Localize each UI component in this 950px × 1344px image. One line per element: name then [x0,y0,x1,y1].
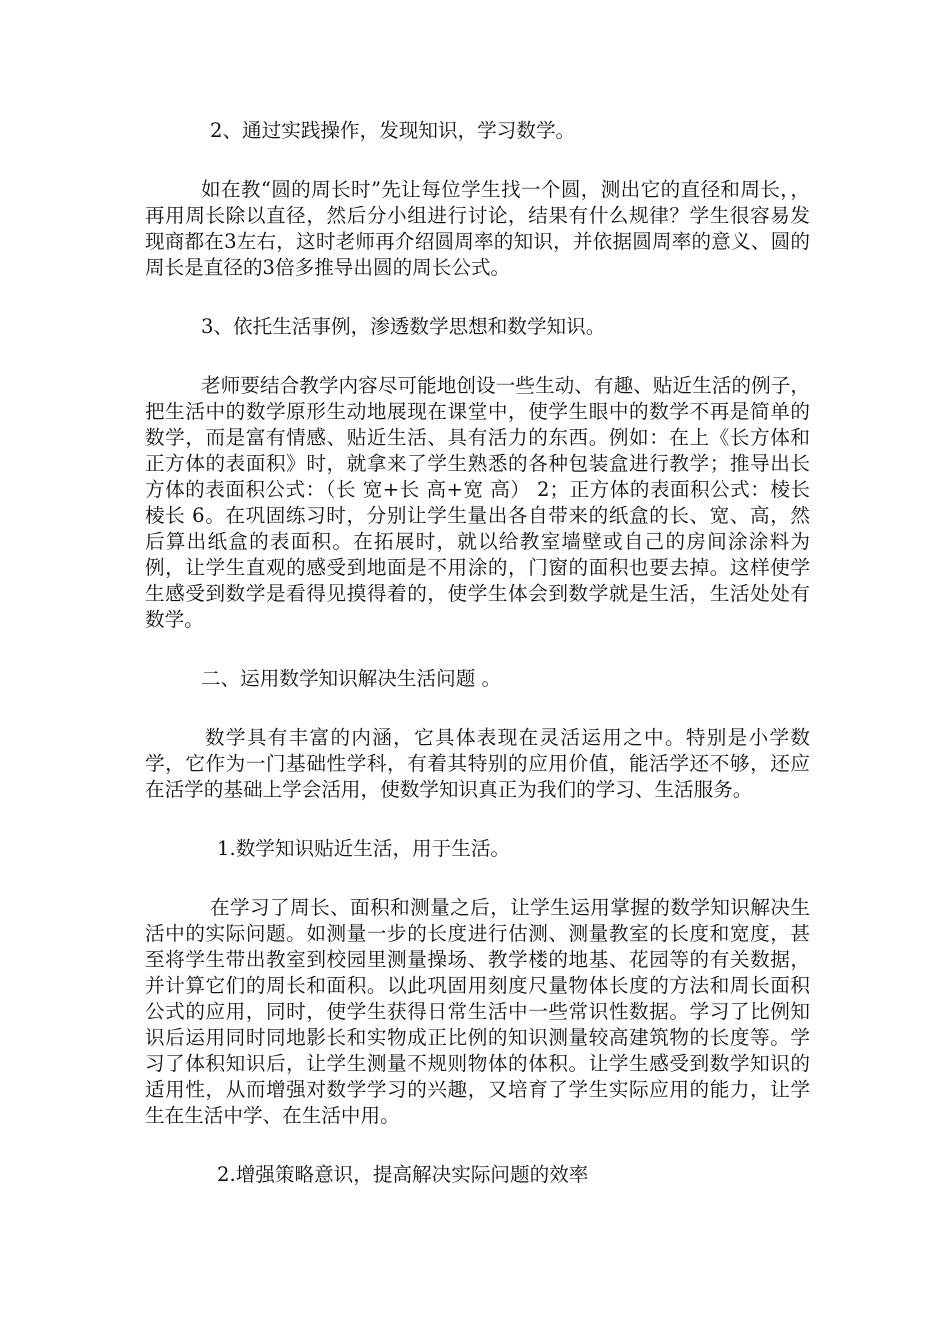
paragraph-surface-area: 老师要结合教学内容尽可能地创设一些生动、有趣、贴近生活的例子，把生活中的数学原形生动地展现在课堂中，使学生眼中的数学不再是简单的数学，而是富有情感、贴近生活、具有活力的东西。例如：在上《长方体和正方体的表面积》时，就拿来了学生熟悉的各种包装盒进行教学；推导出长方体的表面积公式：（长 宽+长 高+宽 高） 2；正方体的表面积公式：棱长 棱长 6。在巩固练习时，分别让学生量出各自带来的纸盒的长、宽、高，然后算出纸盒的表面积。在拓展时，就以给教室墙壁或自己的房间涂涂料为例，让学生直观的感受到地面是不用涂的，门窗的面积也要去掉。这样使学生感受到数学是看得见摸得着的，使学生体会到数学就是生活，生活处处有数学。 [145,374,810,631]
section-heading-solve-problems: 二、运用数学知识解决生活问题 。 [201,667,502,690]
paragraph-measurement: 在学习了周长、面积和测量之后，让学生运用掌握的数学知识解决生活中的实际问题。如测量一步的长度进行估测、测量教室的长度和宽度，甚至将学生带出教室到校园里测量操场、教学楼的地基、花园等的有关数据，并计算它们的周长和面积。以此巩固用刻度尺量物体长度的方法和周长面积公式的应用，同时，使学生获得日常生活中一些常识性数据。学习了比例知识后运用同时同地影长和实物成正比例的知识测量较高建筑物的长度等。学习了体积知识后，让学生测量不规则物体的体积。让学生感受到数学知识的适用性，从而增强对数学学习的兴趣，又培育了学生实际应用的能力，让学生在生活中学、在生活中用。 [145,896,810,1127]
document-page [145,118,810,1221]
section-heading-practice: 2、通过实践操作，发现知识，学习数学。 [210,119,576,142]
section-heading-life-examples: 3、依托生活事例，渗透数学思想和数学知识。 [201,315,606,338]
paragraph-math-application: 数学具有丰富的内涵，它具体表现在灵活运用之中。特别是小学数学，它作为一门基础性学科，有着其特别的应用价值，能活学还不够，还应在活学的基础上学会活用，使数学知识真正为我们的学习、生活服务。 [145,726,810,801]
paragraph-circle-circumference: 如在教“圆的周长时”先让每位学生找一个圆，测出它的直径和周长，，再用周长除以直径，然后分小组进行讨论，结果有什么规律？学生很容易发现商都在3左右，这时老师再介绍圆周率的知识，并依据圆周率的意义、圆的周长是直径的3倍多推导出圆的周长公式。 [145,178,810,279]
section-heading-knowledge-life: 1.数学知识贴近生活，用于生活。 [217,837,511,860]
section-heading-strategy: 2.增强策略意识，提高解决实际问题的效率 [217,1163,589,1186]
